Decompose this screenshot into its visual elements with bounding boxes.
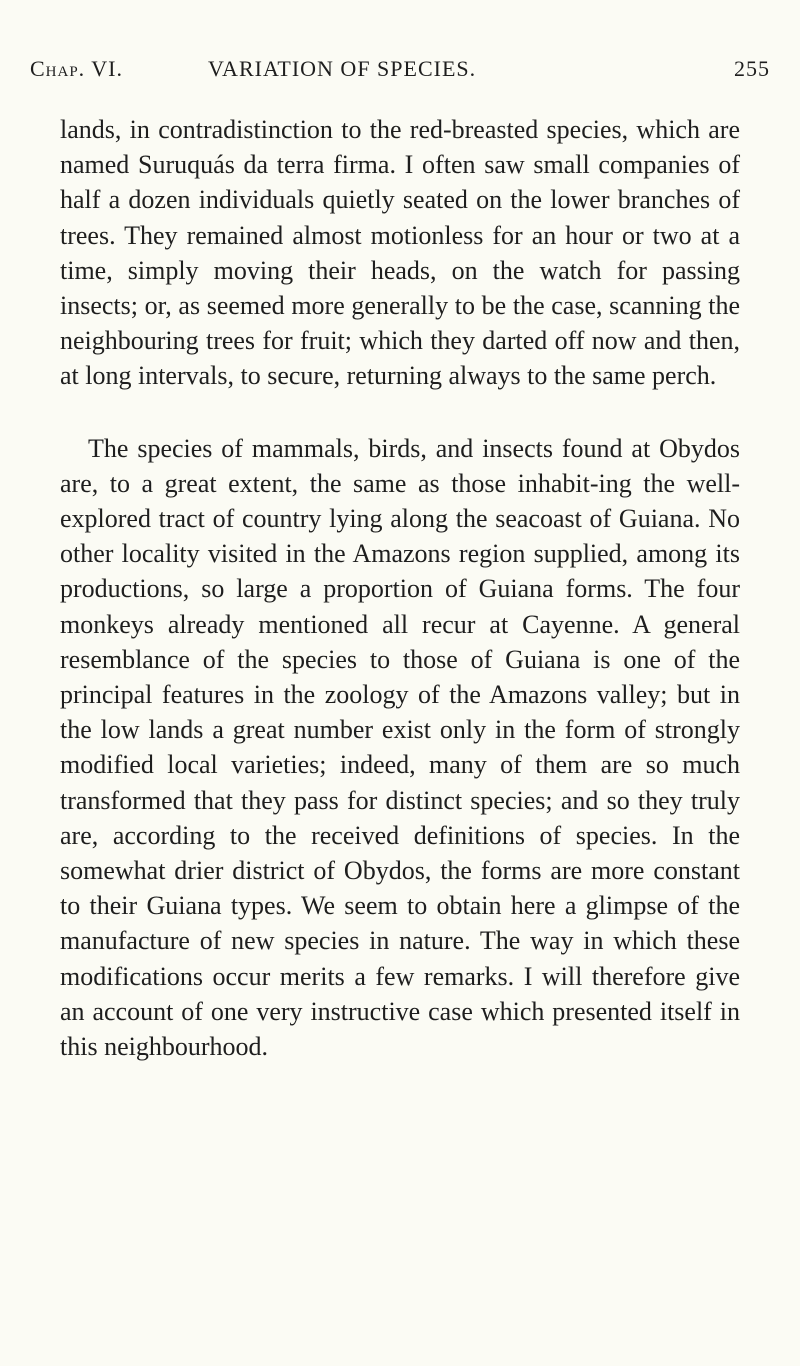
paragraph: The species of mammals, birds, and insects found at Obydos are, to a great extent, the same as those inhabit-ing the well-explored tract of country lying along the seacoast of Guiana. No other locality visited in the Amazons region supplied, among its productions, so large a proportion of Guiana forms. The four monkeys already mentioned all recur at Cayenne. A general resemblance of the species to those of Guiana is one of the principal features in the zoology of the Amazons valley; but in the low lands a great number exist only in the form of strongly modified local varieties; indeed, many of them are so much transformed that they pass for distinct species; and so they truly are, according to the received definitions of species. In the somewhat drier district of Obydos, the forms are more constant to their Guiana types. We seem to obtain here a glimpse of the manufacture of new species in nature. The way in which these modifications occur merits a few remarks. I will therefore give an account of one very instructive case which presented itself in this neighbourhood.: [60, 433, 740, 1062]
chapter-title: VARIATION OF SPECIES.: [208, 56, 477, 81]
paragraph: lands, in contradistinction to the red-breasted species, which are named Suruquás da terra firma. I often saw small companies of half a dozen individuals quietly seated on the lower branches of trees. They remained almost motionless for an hour or two at a time, simply moving their heads, on the watch for passing insects; or, as seemed more generally to be the case, scanning the neighbouring trees for fruit; which they darted off now and then, at long intervals, to secure, returning always to the same perch.: [60, 115, 740, 391]
chapter-label: Chap. VI.: [30, 56, 123, 81]
page-number: 255: [734, 56, 770, 81]
body-text: [60, 112, 740, 1064]
running-head: [30, 56, 770, 88]
